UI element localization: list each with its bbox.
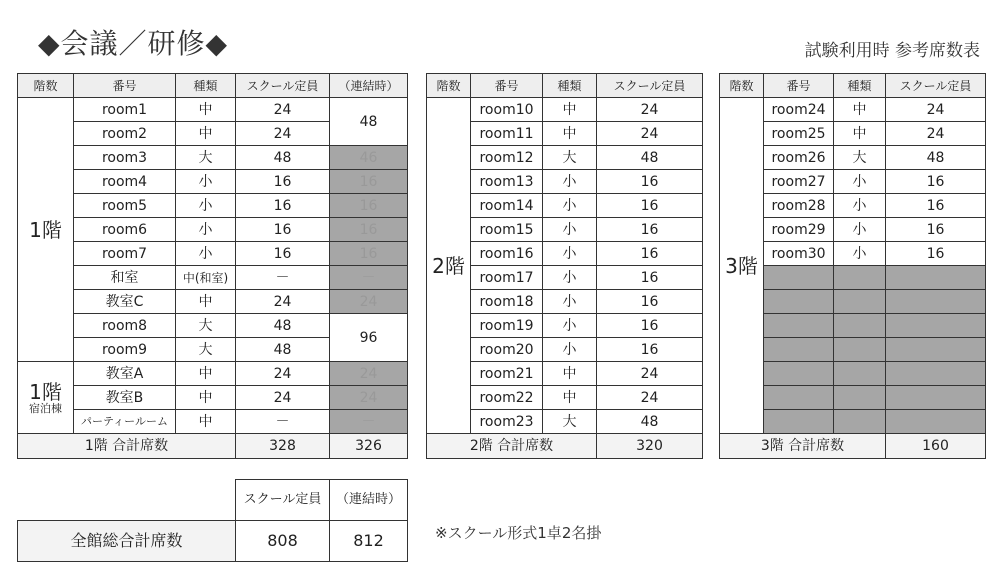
total-school: 160: [886, 434, 986, 459]
floor-label: 3階: [720, 98, 764, 434]
room-name: 教室A: [74, 362, 176, 386]
room-type: 中: [834, 98, 886, 122]
empty-cell: [18, 480, 236, 521]
room-capacity: 16: [886, 194, 986, 218]
room-capacity: 48: [597, 410, 703, 434]
room-name: room23: [471, 410, 543, 434]
room-type: 小: [834, 242, 886, 266]
room-type: 中: [176, 386, 236, 410]
room-type: 小: [834, 218, 886, 242]
col-floor-header: 階数: [720, 74, 764, 98]
room-capacity: 48: [886, 146, 986, 170]
room-capacity: 16: [597, 218, 703, 242]
floor3-table: [719, 73, 986, 459]
page-subtitle: 試験利用時 参考席数表: [804, 41, 980, 61]
room-capacity: 16: [597, 314, 703, 338]
room-type: 小: [543, 170, 597, 194]
room-capacity: 24: [236, 122, 330, 146]
room-capacity: 24: [597, 362, 703, 386]
room-type: 中: [543, 362, 597, 386]
room-type: 小: [834, 170, 886, 194]
total-label: 2階 合計席数: [427, 434, 597, 459]
room-type: 大: [176, 146, 236, 170]
table-row: [18, 242, 408, 266]
empty-cell: [764, 314, 834, 338]
linked-capacity: －: [330, 266, 408, 290]
room-capacity: －: [236, 266, 330, 290]
empty-cell: [834, 386, 886, 410]
room-capacity: 24: [236, 362, 330, 386]
room-name: room18: [471, 290, 543, 314]
room-name: room26: [764, 146, 834, 170]
col-type-header: 種類: [543, 74, 597, 98]
total-row: [720, 434, 986, 459]
table-header-row: [427, 74, 703, 98]
linked-capacity: 16: [330, 194, 408, 218]
col-floor-header: 階数: [427, 74, 471, 98]
room-capacity: 16: [886, 218, 986, 242]
room-capacity: 16: [236, 194, 330, 218]
col-floor-header: 階数: [18, 74, 74, 98]
room-type: 中: [176, 290, 236, 314]
room-capacity: －: [236, 410, 330, 434]
room-name: room25: [764, 122, 834, 146]
room-type: 中: [176, 122, 236, 146]
room-capacity: 16: [597, 266, 703, 290]
room-type: 小: [176, 194, 236, 218]
room-name: room20: [471, 338, 543, 362]
room-type: 小: [834, 194, 886, 218]
room-capacity: 48: [597, 146, 703, 170]
col-number-header: 番号: [74, 74, 176, 98]
table-row: [18, 194, 408, 218]
room-name: room22: [471, 386, 543, 410]
room-type: 大: [543, 146, 597, 170]
linked-capacity: 24: [330, 386, 408, 410]
empty-cell: [834, 410, 886, 434]
room-capacity: 16: [597, 290, 703, 314]
room-name: room15: [471, 218, 543, 242]
empty-cell: [886, 410, 986, 434]
floor-label: 1階: [18, 98, 74, 362]
table-row: [18, 314, 408, 338]
room-type: 中: [176, 362, 236, 386]
empty-cell: [764, 266, 834, 290]
col-type-header: 種類: [834, 74, 886, 98]
room-name: 教室B: [74, 386, 176, 410]
total-linked: 326: [330, 434, 408, 459]
room-name: 和室: [74, 266, 176, 290]
empty-cell: [886, 314, 986, 338]
table-row: [18, 410, 408, 434]
room-capacity: 16: [597, 170, 703, 194]
room-type: 中: [176, 410, 236, 434]
room-type: 小: [543, 194, 597, 218]
room-capacity: 24: [597, 98, 703, 122]
room-capacity: 24: [886, 98, 986, 122]
room-capacity: 24: [597, 122, 703, 146]
room-type: 大: [543, 410, 597, 434]
table-row: [18, 98, 408, 122]
room-type: 中: [834, 122, 886, 146]
empty-cell: [886, 266, 986, 290]
room-capacity: 16: [886, 242, 986, 266]
col-school-header: スクール定員: [597, 74, 703, 98]
room-name: room10: [471, 98, 543, 122]
room-type: 中: [543, 98, 597, 122]
room-capacity: 24: [236, 98, 330, 122]
room-type: 中: [543, 386, 597, 410]
annex-floor-label: [18, 362, 74, 434]
room-capacity: 16: [236, 170, 330, 194]
room-capacity: 16: [236, 242, 330, 266]
col-linked-header: （連結時）: [330, 74, 408, 98]
col-school-header: スクール定員: [236, 480, 330, 521]
room-type: 小: [176, 242, 236, 266]
linked-capacity: 16: [330, 218, 408, 242]
table-row: [720, 98, 986, 122]
room-capacity: 16: [597, 194, 703, 218]
room-capacity: 48: [236, 338, 330, 362]
linked-capacity: 24: [330, 362, 408, 386]
room-name: room30: [764, 242, 834, 266]
col-type-header: 種類: [176, 74, 236, 98]
room-name: room2: [74, 122, 176, 146]
room-name: room27: [764, 170, 834, 194]
room-type: 小: [543, 218, 597, 242]
table-row: [18, 290, 408, 314]
room-name: room24: [764, 98, 834, 122]
room-type: 小: [543, 338, 597, 362]
grand-total-table: [17, 479, 408, 562]
table-row: [18, 362, 408, 386]
empty-cell: [886, 290, 986, 314]
floor2-table: [426, 73, 703, 459]
empty-cell: [886, 362, 986, 386]
empty-cell: [834, 290, 886, 314]
empty-cell: [886, 338, 986, 362]
table-row: [18, 170, 408, 194]
linked-capacity: 24: [330, 290, 408, 314]
empty-cell: [886, 386, 986, 410]
room-capacity: 16: [236, 218, 330, 242]
table-row: [18, 218, 408, 242]
total-school: 328: [236, 434, 330, 459]
linked-capacity: 16: [330, 170, 408, 194]
linked-capacity: 16: [330, 242, 408, 266]
room-type: 中: [543, 122, 597, 146]
room-type: 小: [176, 170, 236, 194]
table-header-row: [720, 74, 986, 98]
empty-cell: [834, 362, 886, 386]
table-row: [18, 266, 408, 290]
room-name: 教室C: [74, 290, 176, 314]
room-type: 小: [543, 290, 597, 314]
total-row: [427, 434, 703, 459]
room-name: room12: [471, 146, 543, 170]
total-row: [18, 434, 408, 459]
room-capacity: 48: [236, 314, 330, 338]
linked-capacity: 48: [330, 98, 408, 146]
room-name: room7: [74, 242, 176, 266]
room-type: 中: [176, 98, 236, 122]
room-capacity: 24: [236, 386, 330, 410]
col-number-header: 番号: [764, 74, 834, 98]
empty-cell: [764, 290, 834, 314]
room-type: 大: [176, 338, 236, 362]
room-capacity: 16: [597, 338, 703, 362]
room-name: room21: [471, 362, 543, 386]
room-name: room11: [471, 122, 543, 146]
room-name: room9: [74, 338, 176, 362]
annex-building-name: 宿泊棟: [29, 401, 62, 415]
table-row: [18, 146, 408, 170]
room-name: room29: [764, 218, 834, 242]
annex-floor-name: 1階: [29, 379, 62, 404]
room-name: room19: [471, 314, 543, 338]
total-label: 1階 合計席数: [18, 434, 236, 459]
room-type: 大: [834, 146, 886, 170]
empty-cell: [764, 386, 834, 410]
room-type: 大: [176, 314, 236, 338]
room-type: 中(和室): [176, 266, 236, 290]
grand-total-label: 全館総合計席数: [18, 520, 236, 561]
total-school: 320: [597, 434, 703, 459]
linked-capacity: －: [330, 410, 408, 434]
table-row: [18, 520, 408, 561]
room-capacity: 16: [597, 242, 703, 266]
grand-total-school: 808: [236, 520, 330, 561]
linked-capacity: 96: [330, 314, 408, 362]
room-type: 小: [176, 218, 236, 242]
col-school-header: スクール定員: [236, 74, 330, 98]
room-name: room14: [471, 194, 543, 218]
total-label: 3階 合計席数: [720, 434, 886, 459]
table-row: [427, 98, 703, 122]
table-row: [18, 386, 408, 410]
room-name: room16: [471, 242, 543, 266]
room-name: room1: [74, 98, 176, 122]
room-name: room4: [74, 170, 176, 194]
floor-label: 2階: [427, 98, 471, 434]
grand-total-linked: 812: [330, 520, 408, 561]
room-capacity: 24: [597, 386, 703, 410]
col-number-header: 番号: [471, 74, 543, 98]
empty-cell: [764, 410, 834, 434]
room-type: 小: [543, 242, 597, 266]
empty-cell: [834, 266, 886, 290]
room-capacity: 16: [886, 170, 986, 194]
table-header-row: [18, 74, 408, 98]
room-capacity: 24: [236, 290, 330, 314]
room-name: room17: [471, 266, 543, 290]
room-capacity: 48: [236, 146, 330, 170]
room-name: room8: [74, 314, 176, 338]
col-linked-header: （連結時）: [330, 480, 408, 521]
room-name: room6: [74, 218, 176, 242]
empty-cell: [834, 314, 886, 338]
empty-cell: [764, 362, 834, 386]
page-title: ◆会議／研修◆: [38, 27, 229, 60]
col-school-header: スクール定員: [886, 74, 986, 98]
room-name: room3: [74, 146, 176, 170]
room-name: room13: [471, 170, 543, 194]
table-header-row: [18, 480, 408, 521]
room-name: パーティールーム: [74, 410, 176, 434]
linked-capacity: 46: [330, 146, 408, 170]
room-capacity: 24: [886, 122, 986, 146]
empty-cell: [764, 338, 834, 362]
floor1-table: [17, 73, 408, 459]
room-name: room5: [74, 194, 176, 218]
room-type: 小: [543, 266, 597, 290]
empty-cell: [834, 338, 886, 362]
room-name: room28: [764, 194, 834, 218]
footnote: ※スクール形式1卓2名掛: [435, 524, 602, 542]
room-type: 小: [543, 314, 597, 338]
